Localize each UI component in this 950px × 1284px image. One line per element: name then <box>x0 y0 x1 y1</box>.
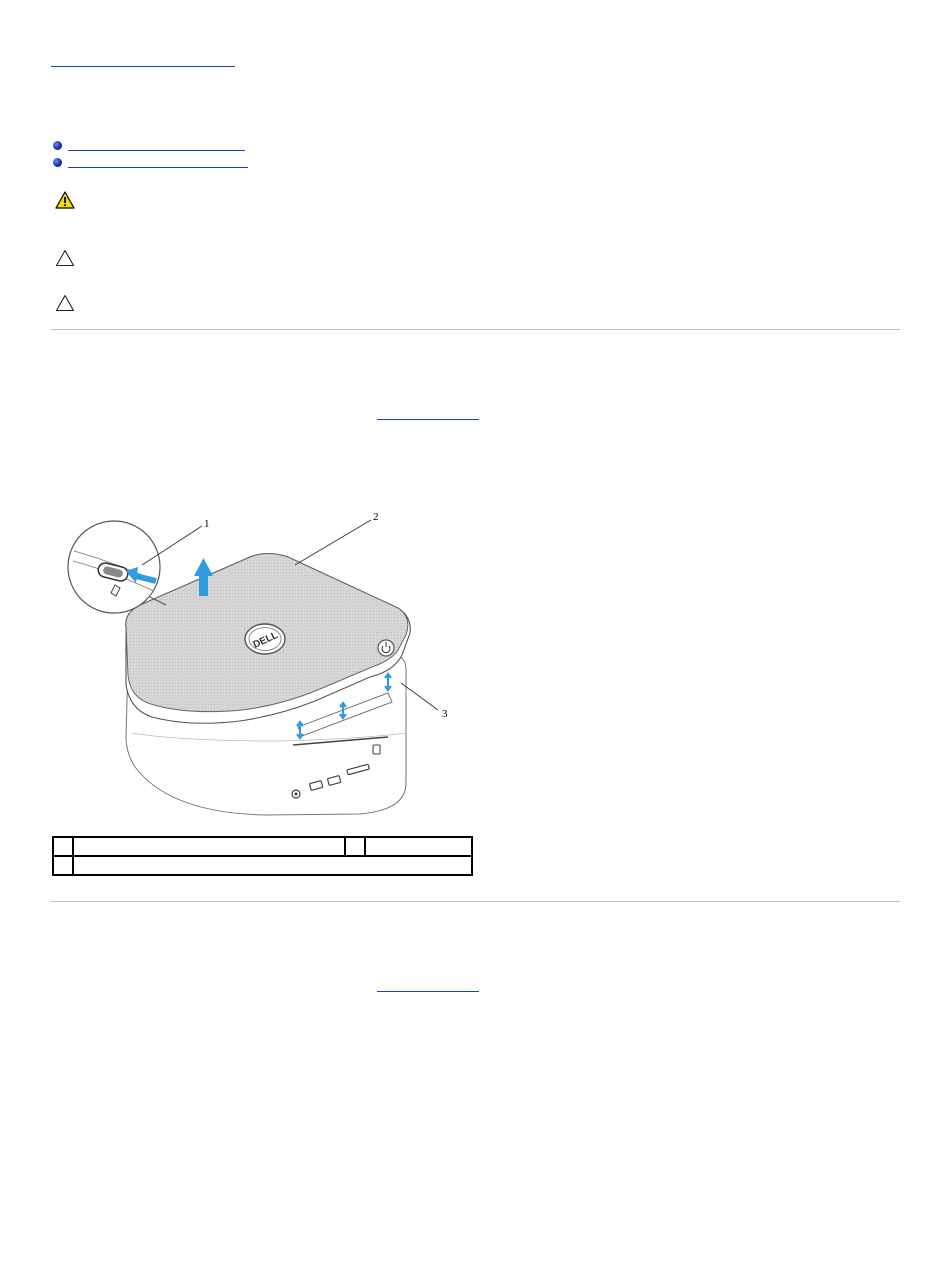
callout-1-number: 1 <box>204 518 210 530</box>
section-divider-1 <box>51 329 900 330</box>
section-2-link-underline <box>377 991 479 992</box>
contents-link-1-underline <box>68 150 245 151</box>
bullet-icon <box>53 141 62 150</box>
table-cell-label <box>73 856 472 875</box>
caution-triangle-icon <box>55 294 75 312</box>
callout-table <box>52 836 473 876</box>
table-cell-num <box>53 837 73 856</box>
table-cell-label <box>365 837 472 856</box>
warning-triangle-icon <box>55 191 75 209</box>
release-button-inset <box>68 521 166 613</box>
contents-link-2-underline <box>68 167 248 168</box>
bullet-icon <box>53 158 62 167</box>
caution-triangle-icon <box>55 249 75 267</box>
section-1-link-underline <box>377 419 479 420</box>
table-cell-label <box>73 837 345 856</box>
callout-3-number: 3 <box>442 708 448 720</box>
top-cover-removal-figure <box>60 505 480 825</box>
table-cell-num <box>53 856 73 875</box>
back-link-underline <box>51 66 235 67</box>
callout-3-leader <box>401 683 438 710</box>
table-row <box>53 837 472 856</box>
top-cover <box>126 554 410 737</box>
table-cell-num <box>345 837 365 856</box>
section-divider-2 <box>51 901 900 902</box>
table-row <box>53 856 472 875</box>
dell-logo-text: DELL <box>251 629 280 651</box>
callout-2-leader <box>295 520 371 565</box>
callout-2-number: 2 <box>373 511 379 523</box>
